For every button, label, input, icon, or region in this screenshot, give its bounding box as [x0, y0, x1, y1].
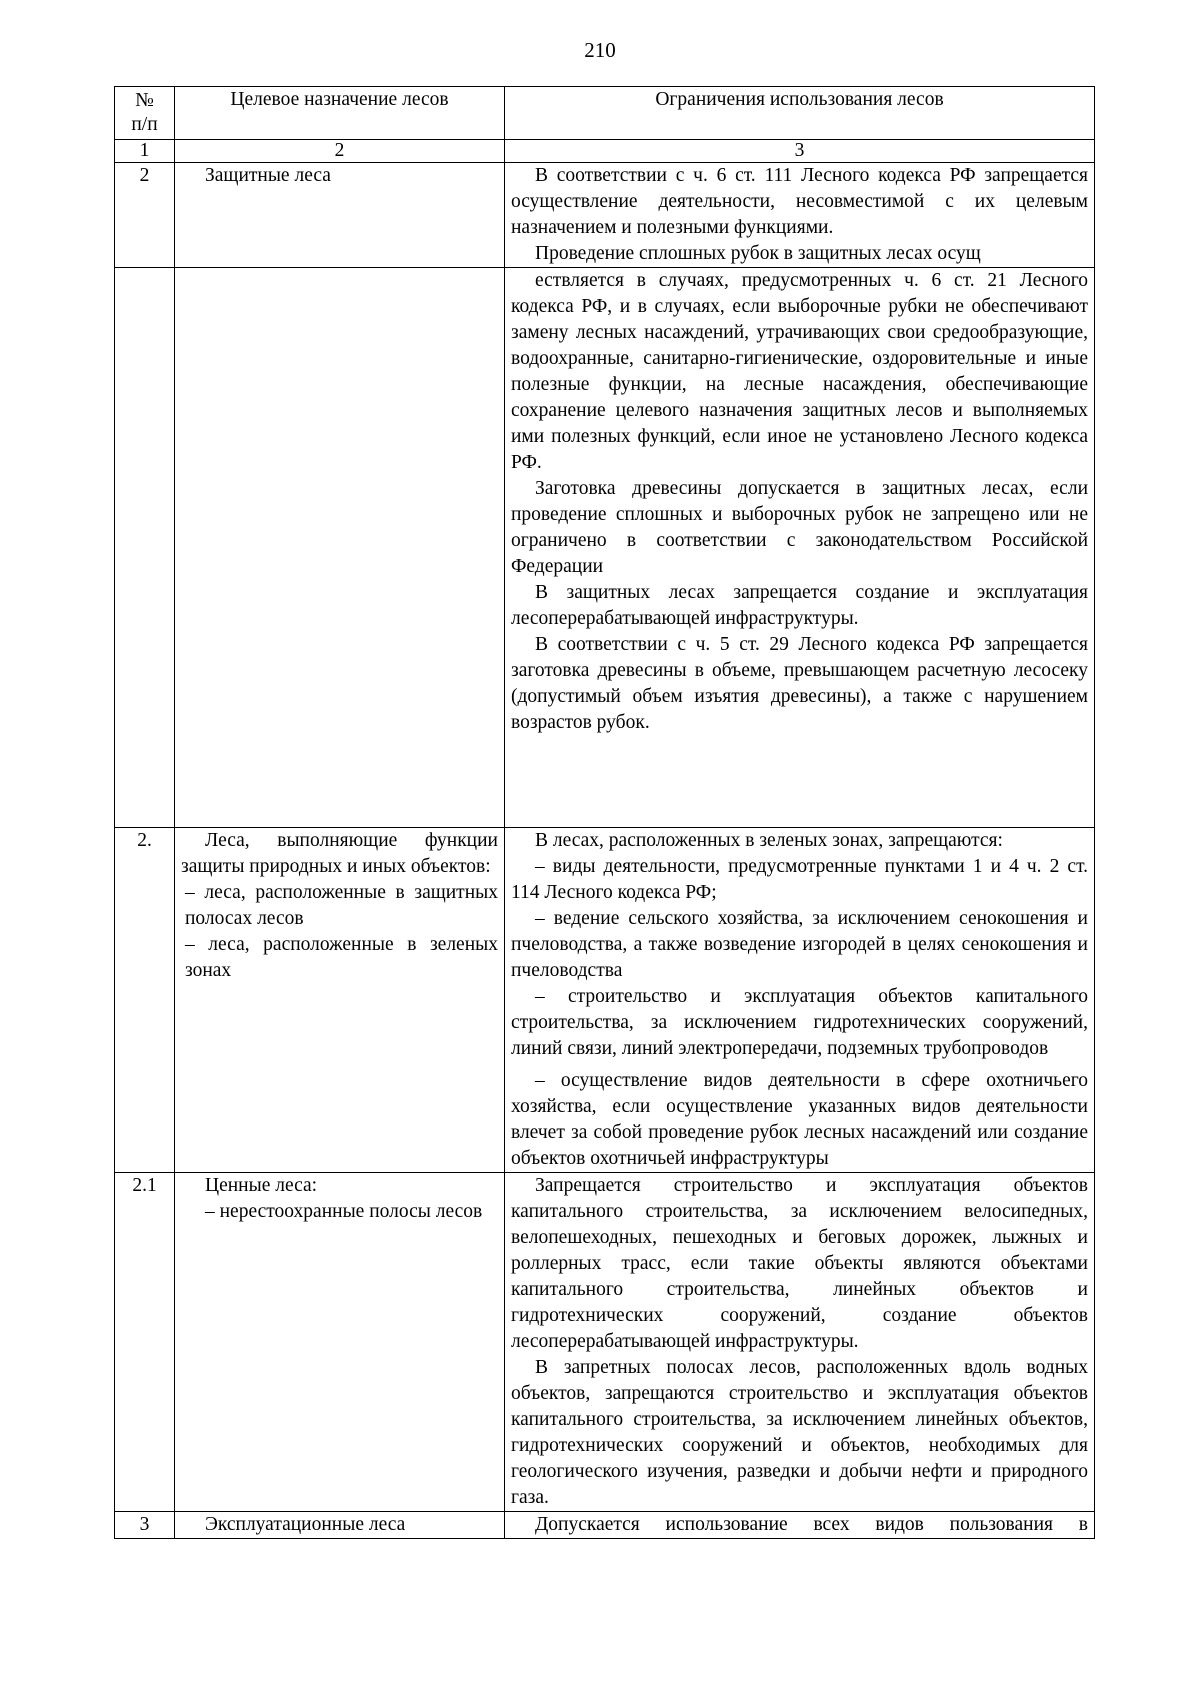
header-restrictions-cell: Ограничения использования лесов	[505, 87, 1095, 140]
header-purpose-cell: Целевое назначение лесов	[175, 87, 505, 140]
restriction-paragraph: Заготовка древесины допускается в защитных лесах, если проведение сплошных и выборочных рубок не запрещено или не ограничено в соответствии с законодательством Российской Федерации	[511, 478, 1088, 577]
column-index-3: 3	[505, 140, 1095, 163]
restriction-paragraph: В запретных полосах лесов, расположенных вдоль водных объектов, запрещаются строительство и эксплуатация объектов капитального строительства, за исключением линейных объектов, гидротехнических сооружений и объектов, необходимых для геологического изучения, разведки и добычи нефти и природного газа.	[511, 1357, 1088, 1508]
column-index-row	[115, 140, 1095, 163]
restrictions-cell	[505, 268, 1095, 828]
purpose-text: Эксплуатационные леса	[205, 1514, 406, 1535]
restriction-paragraph: В соответствии с ч. 5 ст. 29 Лесного кодекса РФ запрещается заготовка древесины в объеме, превышающем расчетную лесосеку (допустимый объем изъятия древесины), а также с нарушением возрастов рубок.	[511, 634, 1088, 733]
restriction-item: – виды деятельности, предусмотренные пунктами 1 и 4 ч. 2 ст. 114 Лесного кодекса РФ;	[511, 856, 1088, 903]
header-number-cell	[115, 87, 175, 140]
table-header-row	[115, 87, 1095, 140]
row-number: 2	[115, 163, 175, 268]
row-number	[115, 268, 175, 828]
restrictions-cell	[505, 163, 1095, 268]
restrictions-cell	[505, 1512, 1095, 1539]
restriction-paragraph: В защитных лесах запрещается создание и эксплуатация лесоперерабатывающей инфраструктуры.	[511, 582, 1088, 629]
purpose-cell	[175, 1173, 505, 1512]
restrictions-cell	[505, 1173, 1095, 1512]
table-row	[115, 163, 1095, 268]
restrictions-cell	[505, 828, 1095, 1173]
header-number-symbol: №	[135, 90, 154, 111]
restriction-paragraph: Запрещается строительство и эксплуатация объектов капитального строительства, за исключением велосипедных, велопешеходных, пешеходных и беговых дорожек, лыжных и роллерных трасс, если такие объекты являются объектами капитального строительства, линейных объектов и гидротехнических сооружений, создание объектов лесоперерабатывающей инфраструктуры.	[511, 1175, 1088, 1352]
purpose-cell	[175, 828, 505, 1173]
restriction-item: – строительство и эксплуатация объектов капитального строительства, за исключением гидротехнических сооружений, линий связи, линий электропередачи, подземных трубопроводов	[511, 986, 1088, 1059]
purpose-cell	[175, 1512, 505, 1539]
restriction-item: – осуществление видов деятельности в сфере охотничьего хозяйства, если осуществление указанных видов деятельности влечет за собой проведение рубок лесных насаждений или создание объектов охотничьей инфраструктуры	[511, 1070, 1088, 1169]
column-index-2: 2	[175, 140, 505, 163]
purpose-subitem: – нерестоохранные полосы лесов	[205, 1201, 483, 1222]
purpose-cell	[175, 163, 505, 268]
purpose-subitem: – леса, расположенные в защитных полосах лесов	[185, 882, 498, 929]
table-row	[115, 828, 1095, 1173]
restriction-paragraph: В лесах, расположенных в зеленых зонах, запрещаются:	[535, 830, 1003, 851]
restriction-item: – ведение сельского хозяйства, за исключением сенокошения и пчеловодства, а также возведение изгородей в целях сенокошения и пчеловодства	[511, 908, 1088, 981]
header-number-abbr: п/п	[131, 114, 158, 135]
purpose-subitem: – леса, расположенные в зеленых зонах	[185, 934, 498, 981]
table-row	[115, 1512, 1095, 1539]
table-row	[115, 268, 1095, 828]
forest-restrictions-table	[114, 86, 1095, 1539]
restriction-paragraph: Проведение сплошных рубок в защитных лесах осущ	[535, 243, 981, 264]
restriction-paragraph: ествляется в случаях, предусмотренных ч. 6 ст. 21 Лесного кодекса РФ, и в случаях, если выборочные рубки не обеспечивают замену лесных насаждений, утрачивающих свои средообразующие, водоохранные, санитарно-гигиенические, оздоровительные и иные полезные функции, на лесные насаждения, обеспечивающие сохранение целевого назначения защитных лесов и выполняемых ими полезных функций, если иное не установлено Лесного кодекса РФ.	[511, 270, 1088, 473]
purpose-text: Ценные леса:	[205, 1175, 318, 1196]
column-index-1: 1	[115, 140, 175, 163]
row-number: 2.	[115, 828, 175, 1173]
restriction-paragraph: В соответствии с ч. 6 ст. 111 Лесного кодекса РФ запрещается осуществление деятельности, несовместимой с их целевым назначением и полезными функциями.	[511, 165, 1088, 238]
purpose-text: Защитные леса	[205, 165, 331, 186]
row-number: 2.1	[115, 1173, 175, 1512]
page-number: 210	[584, 38, 616, 62]
purpose-text: Леса, выполняющие функции защиты природных и иных объектов:	[181, 830, 498, 877]
purpose-cell	[175, 268, 505, 828]
restriction-paragraph: Допускается использование всех видов пользования в	[535, 1514, 1088, 1535]
table-row	[115, 1173, 1095, 1512]
row-number: 3	[115, 1512, 175, 1539]
